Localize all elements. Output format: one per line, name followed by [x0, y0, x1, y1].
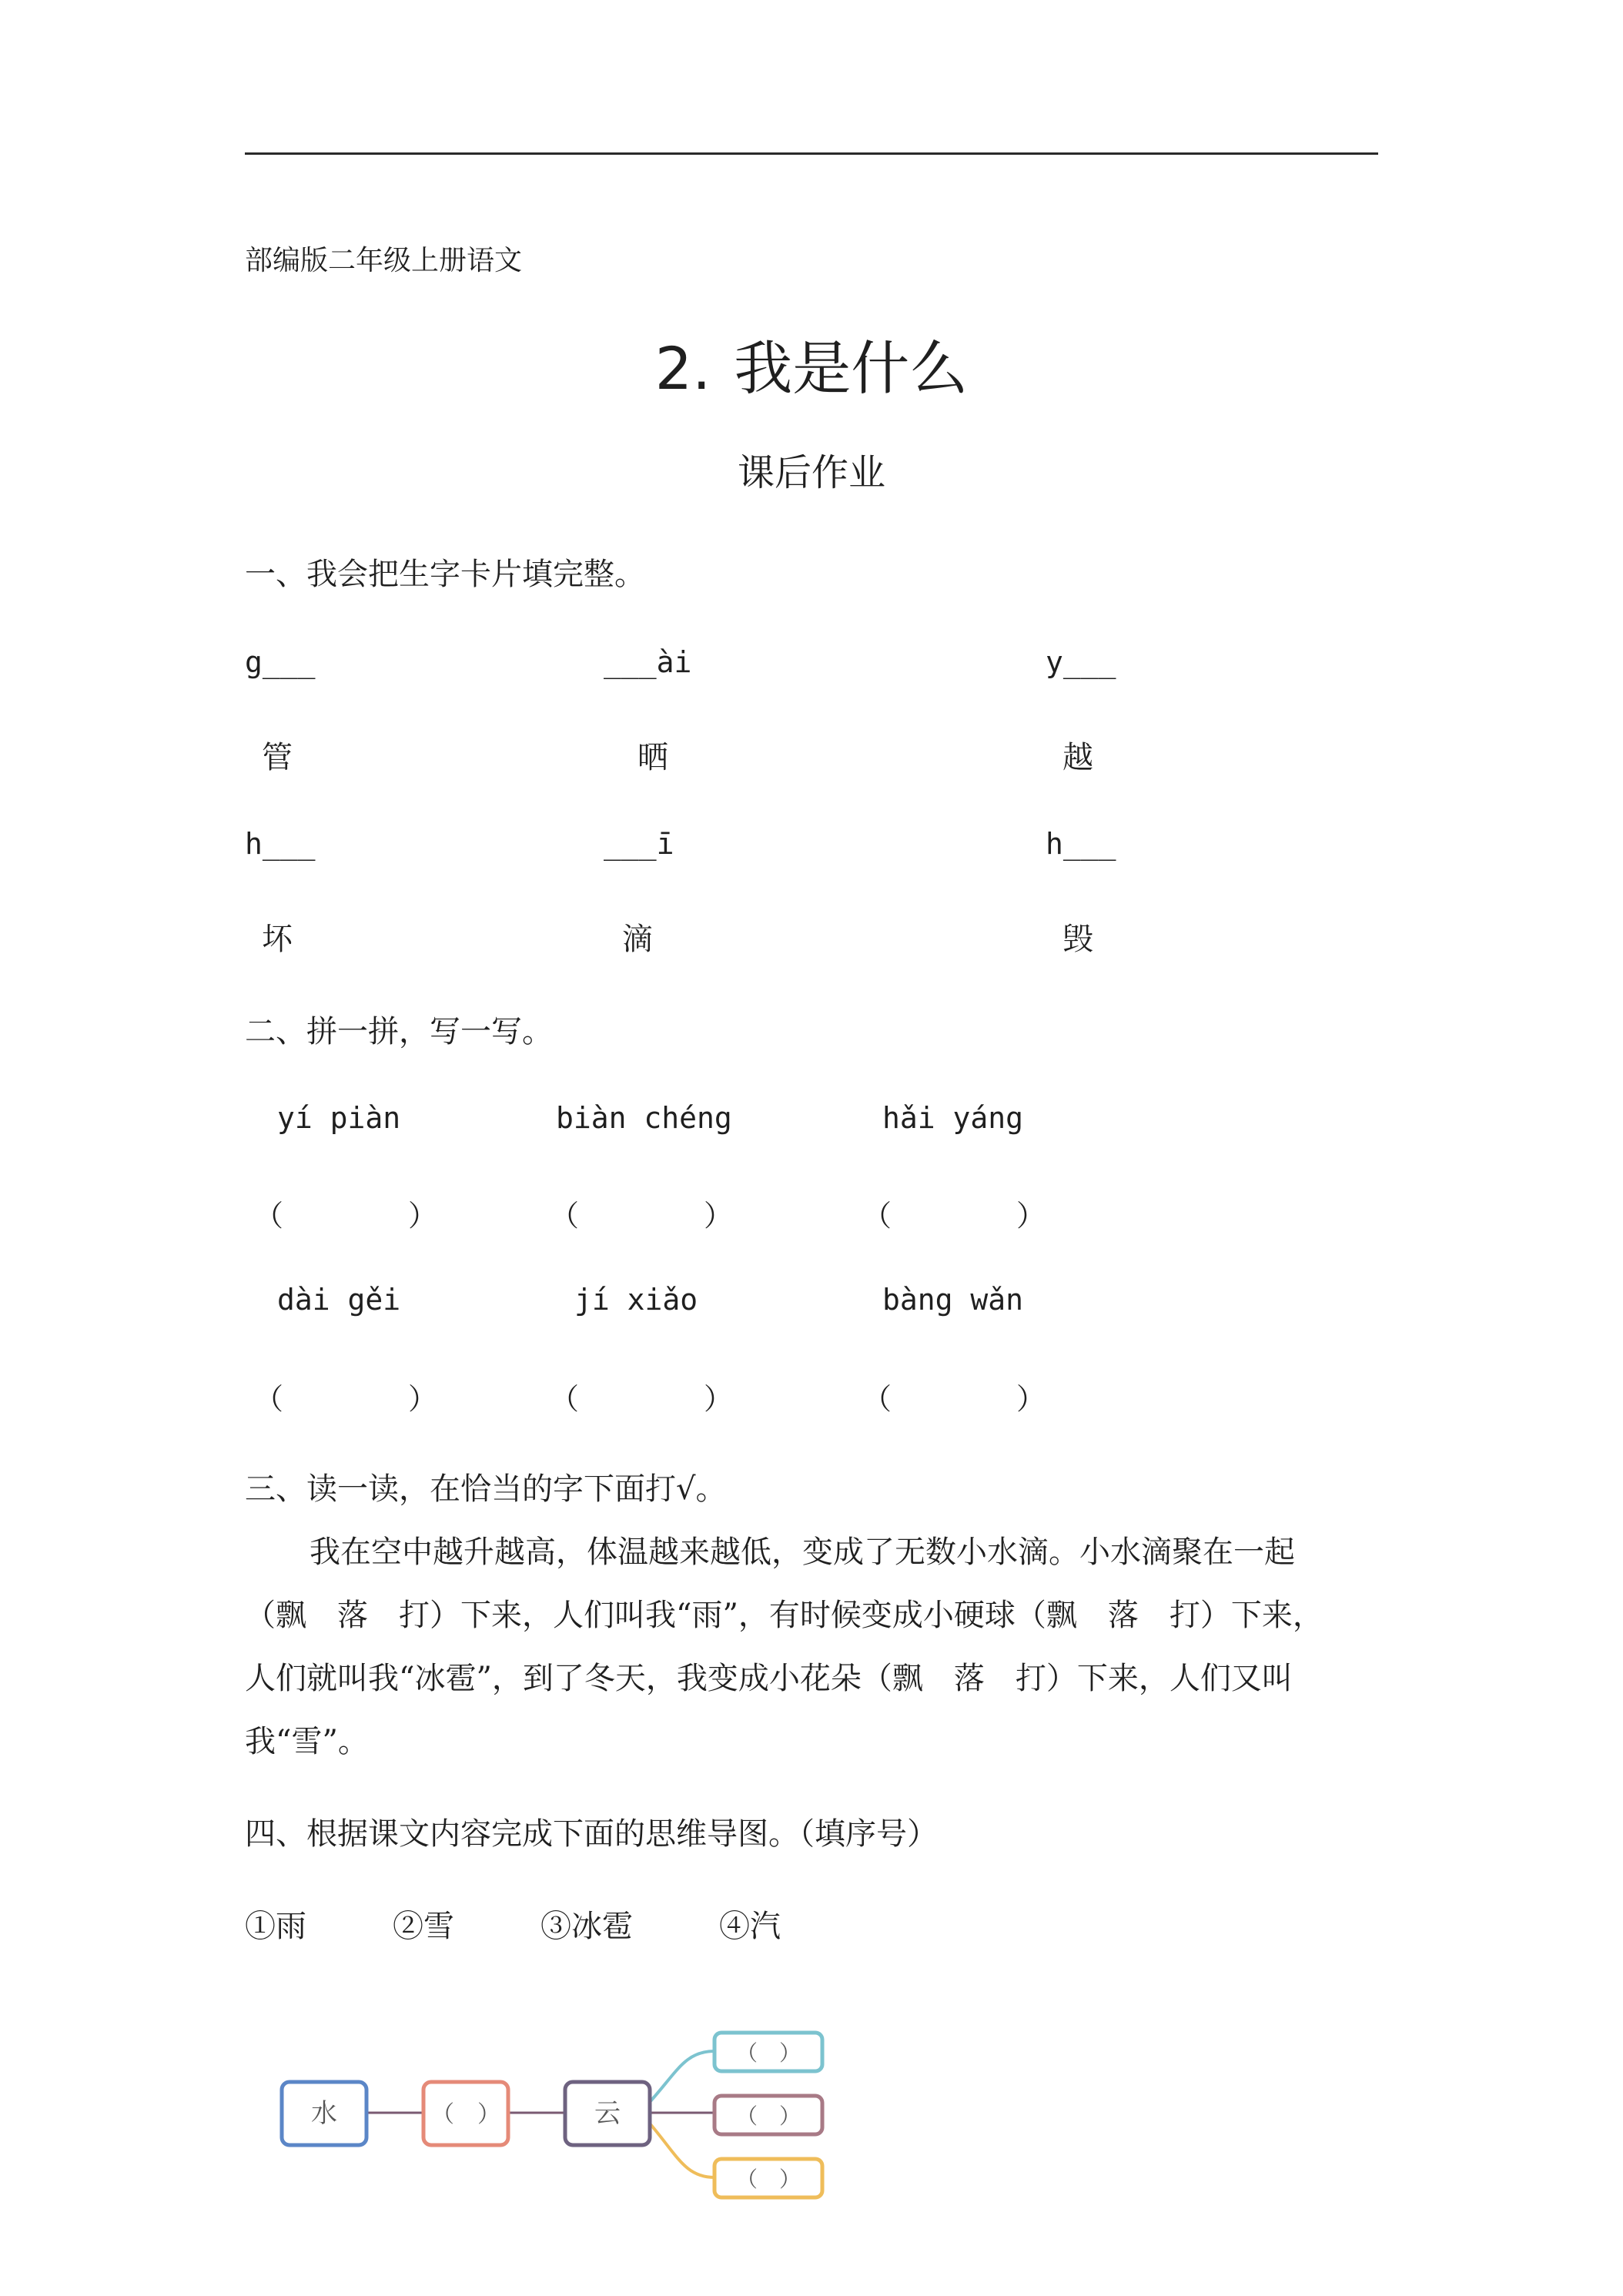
water-label: 水: [311, 2098, 337, 2129]
option-item: ④汽: [719, 1909, 781, 1944]
card-char: 管: [262, 740, 293, 775]
card-pinyin: g___: [245, 645, 316, 679]
card-pinyin: h___: [1046, 827, 1116, 861]
section2-heading: 二、拼一拼，写一写。: [245, 1014, 553, 1049]
answer-blank-close: ）: [704, 1199, 734, 1233]
reading-line: 我“雪”。: [245, 1724, 369, 1759]
answer-blank-close: ）: [1016, 1199, 1046, 1233]
page-title: [0, 322, 1623, 406]
card-pinyin: ___ī: [604, 827, 674, 861]
answer-blank-close: ）: [408, 1382, 438, 1416]
card-char: 越: [1062, 740, 1093, 775]
branch-line-bottom: [650, 2124, 714, 2177]
card-pinyin: y___: [1046, 645, 1116, 679]
blank-label: （ ）: [735, 2040, 801, 2066]
top-rule: [245, 152, 1378, 155]
title-number: 2.: [654, 334, 711, 403]
blank-label: （ ）: [431, 2101, 500, 2128]
mind-map: [277, 2017, 847, 2217]
section3-heading: 三、读一读，在恰当的字下面打√。: [245, 1471, 727, 1507]
card-pinyin: ___ài: [604, 645, 692, 679]
answer-blank-open: （: [254, 1382, 284, 1416]
title-text: 我是什么: [734, 334, 969, 403]
reading-line: （飘 落 打）下来，人们叫我“雨”，有时候变成小硬球（飘 落 打）下来，: [245, 1598, 1323, 1633]
pinyin-item: hǎi yáng: [882, 1101, 1024, 1135]
answer-blank-open: （: [550, 1382, 580, 1416]
blank-label: （ ）: [735, 2167, 801, 2192]
answer-blank-open: （: [862, 1199, 892, 1233]
answer-blank-close: ）: [408, 1199, 438, 1233]
card-char: 坏: [262, 922, 293, 957]
answer-blank-open: （: [550, 1199, 580, 1233]
option-item: ①雨: [245, 1909, 306, 1944]
reading-line: 人们就叫我“冰雹”，到了冬天，我变成小花朵（飘 落 打）下来，人们又叫: [245, 1661, 1293, 1696]
answer-blank-open: （: [254, 1199, 284, 1233]
answer-blank-open: （: [862, 1382, 892, 1416]
pinyin-item: yí piàn: [277, 1101, 401, 1135]
option-item: ②雪: [393, 1909, 454, 1944]
section1-heading: 一、我会把生字卡片填完整。: [245, 557, 645, 592]
section4-heading: 四、根据课文内容完成下面的思维导图。（填序号）: [245, 1816, 938, 1852]
pinyin-item: jí xiǎo: [574, 1283, 698, 1317]
branch-line-top: [650, 2051, 714, 2102]
reading-line: 我在空中越升越高，体温越来越低，变成了无数小水滴。小水滴聚在一起: [310, 1535, 1295, 1570]
card-pinyin: h___: [245, 827, 316, 861]
card-char: 晒: [637, 740, 668, 775]
option-item: ③冰雹: [540, 1909, 633, 1944]
homework-label: 课后作业: [737, 451, 885, 494]
card-char: 毁: [1062, 922, 1093, 957]
pinyin-item: bàng wǎn: [882, 1283, 1024, 1317]
book-subtitle: 部编版二年级上册语文: [245, 245, 523, 276]
pinyin-item: dài gěi: [277, 1283, 401, 1317]
answer-blank-close: ）: [704, 1382, 734, 1416]
card-char: 滴: [622, 922, 653, 957]
blank-label: （ ）: [735, 2104, 801, 2129]
pinyin-item: biàn chéng: [556, 1101, 732, 1135]
answer-blank-close: ）: [1016, 1382, 1046, 1416]
cloud-label: 云: [594, 2098, 621, 2129]
